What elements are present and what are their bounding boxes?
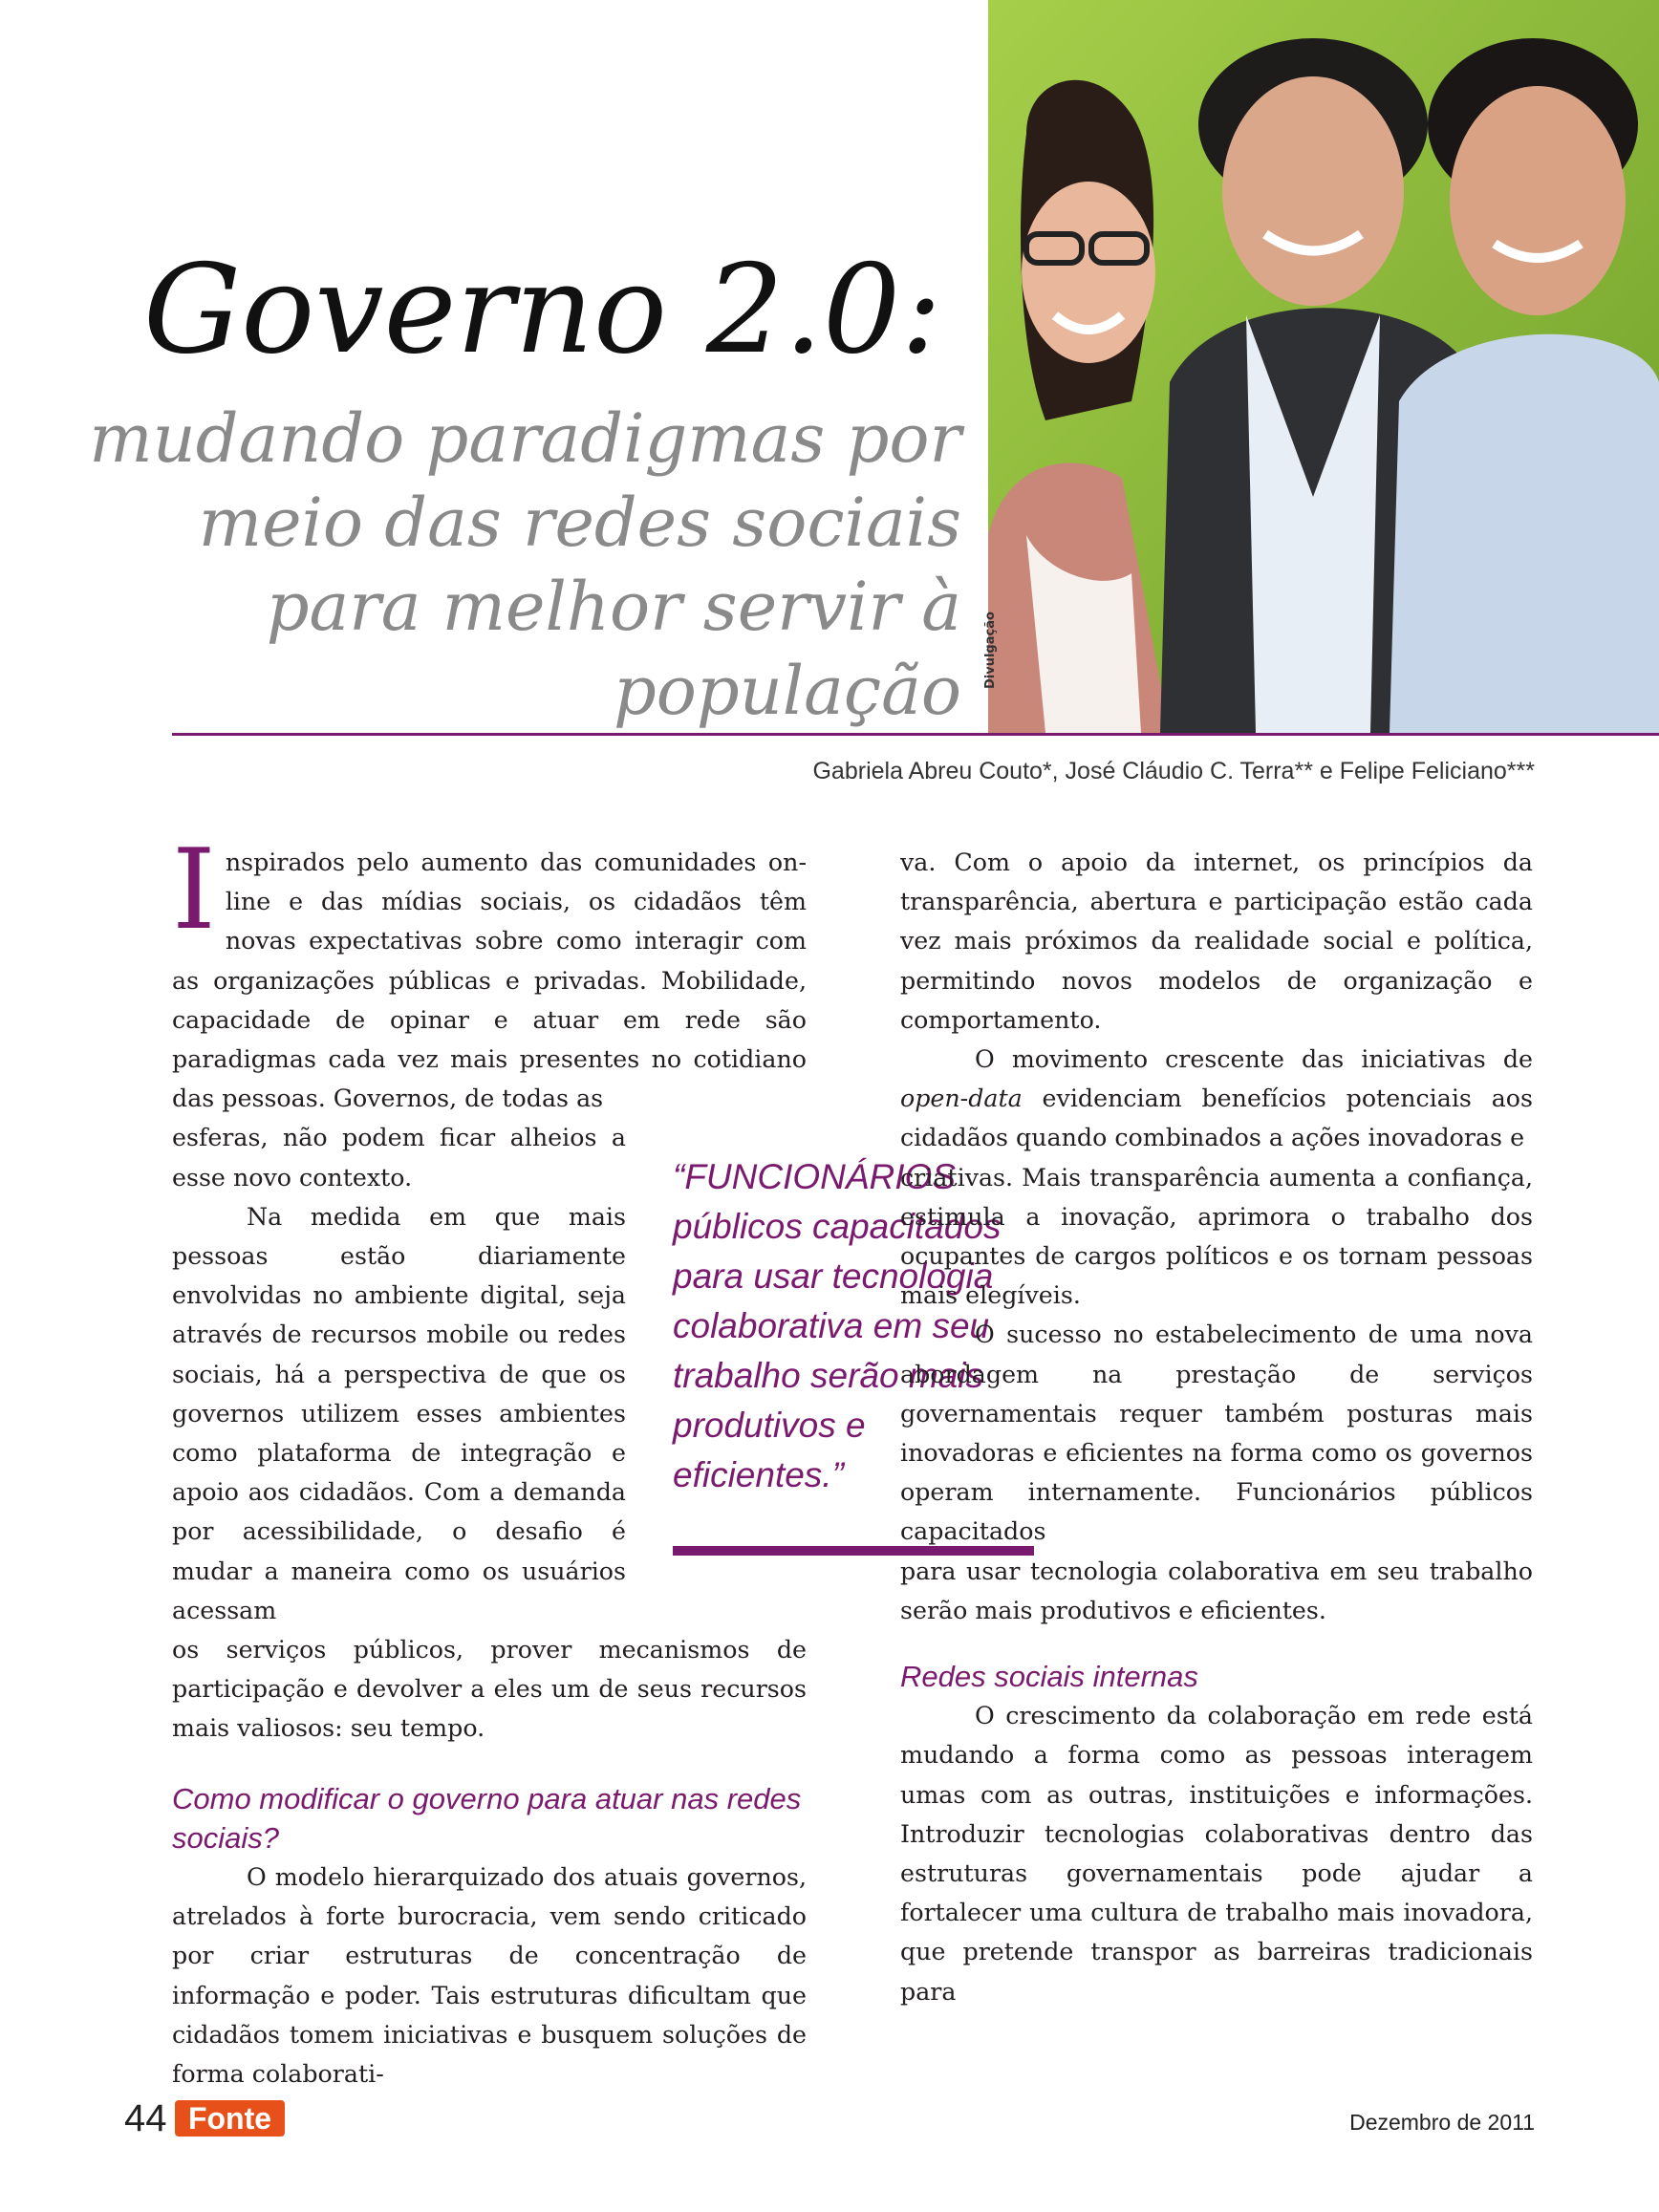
article-subtitle: mudando paradigmas por meio das redes sociais para melhor servir à população <box>89 399 961 730</box>
paragraph-success: O sucesso no estabelecimento de uma nova abordagem na prestação de serviços governamentais requer também posturas mais inovadoras e eficientes na forma como os governos operam internamente. Funcionários públicos capacitados <box>900 1321 1533 1546</box>
paragraph-digital: Na medida em que mais pessoas estão diariamente envolvidas no ambiente digital, seja através de recursos mobile ou redes sociais, há a perspectiva de que os governos utilizem esses ambientes como plataforma de integração e apoio aos cidadãos. Com a demanda por acessibilidade, o desafio é mudar a maneira como os usuários acessam <box>172 1202 626 1624</box>
pull-quote: “FUNCIONÁRIOS públicos capacitados para usar tecnologia colaborativa em seu trabalho serão mais produtivos e eficientes.” <box>673 1157 1002 1494</box>
right-column <box>900 843 1533 2011</box>
article-authors: Gabriela Abreu Couto*, José Cláudio C. Terra** e Felipe Feliciano*** <box>812 758 1535 784</box>
section-heading-internal-networks: Redes sociais internas <box>900 1660 1198 1694</box>
paragraph-open-data-end: criativas. Mais transparência aumenta a confiança, estimula a inovação, aprimora o trabalho dos ocupantes de cargos políticos e os tornam pessoas mais elegíveis. <box>900 1163 1533 1310</box>
issue-date: Dezembro de 2011 <box>1349 2110 1535 2135</box>
open-data-term: open-data <box>900 1085 1023 1113</box>
section-heading-modify-government: Como modificar o governo para atuar nas redes sociais? <box>172 1781 802 1855</box>
paragraph-success-end: para usar tecnologia colaborativa em seu trabalho serão mais produtivos e eficientes. <box>900 1557 1533 1624</box>
paragraph-collaboration: O crescimento da colaboração em rede está mudando a forma como as pessoas interagem umas com as outras, instituições e informações. Introduzir tecnologias colaborativas dentro das estruturas governamentais pode ajudar a fortalecer uma cultura de trabalho mais inovadora, que pretende transpor as barreiras tradicionais para <box>900 1702 1533 2006</box>
paragraph-digital-end: os serviços públicos, prover mecanismos de participação e devolver a eles um de seus recursos mais valiosos: seu tempo. <box>172 1636 807 1743</box>
authors-photo <box>988 0 1659 733</box>
spacer <box>900 1630 1533 1657</box>
title-divider <box>172 733 1659 736</box>
magazine-logo: Fonte <box>175 2100 285 2137</box>
page-number: 44 <box>124 2097 167 2139</box>
paragraph-open-data: O movimento crescente das iniciativas de open-data evidenciam benefícios potenciais aos cidadãos quando combinados a ações inovadoras e <box>900 1045 1533 1152</box>
photo-credit: Divulgação <box>983 612 998 689</box>
paragraph-intro: Inspirados pelo aumento das comunidades on-line e das mídias sociais, os cidadãos têm novas expectativas sobre como interagir com as organizações públicas e privadas. Mobilidade, capacidade de opinar e atuar em rede são paradigmas cada vez mais presentes no cotidiano das pessoas. Governos, de todas as <box>172 826 807 1113</box>
paragraph-transparency: va. Com o apoio da internet, os princípios da transparência, abertura e participação estão cada vez mais próximos da realidade social e política, permitindo novos modelos de organização e comportamento. <box>900 848 1533 1034</box>
paragraph-intro-end: esferas, não podem ficar alheios a esse novo contexto. <box>172 1124 626 1192</box>
paragraph-hierarchy: O modelo hierarquizado dos atuais governos, atrelados à forte burocracia, vem sendo criticado por criar estruturas de concentração de informação e poder. Tais estruturas dificultam que cidadãos tomem iniciativas e busquem soluções de forma colaborati- <box>172 1863 807 2089</box>
article-title: Governo 2.0: <box>143 239 942 381</box>
authors-photo-illustration <box>988 0 1659 733</box>
drop-cap: I <box>172 826 216 955</box>
spacer <box>172 1749 807 1779</box>
